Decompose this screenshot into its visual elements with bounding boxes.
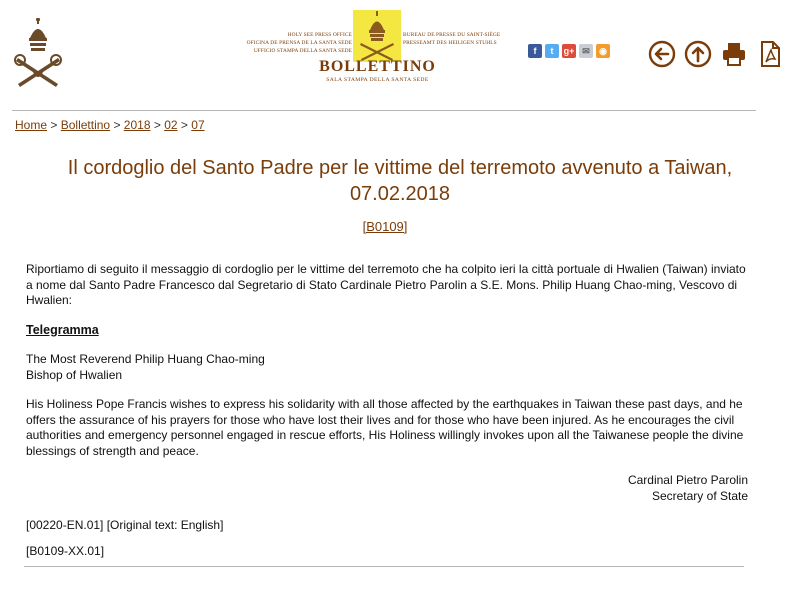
email-icon[interactable]: ✉ [579,44,593,58]
twitter-icon[interactable]: t [545,44,559,58]
press-office-names-right [403,31,523,47]
header-line: BUREAU DE PRESSE DU SAINT-SIÈGE [403,32,501,38]
telegram-heading: Telegramma [26,322,99,337]
holy-see-crest-icon [12,18,64,90]
social-share-bar [528,44,610,58]
footer-divider [24,566,744,567]
breadcrumb-year-link[interactable]: 2018 [123,118,151,132]
back-icon[interactable] [648,40,676,68]
bollettino-logo-icon[interactable] [353,10,401,62]
bulletin-code[interactable]: [B0109] [362,219,408,234]
breadcrumb [15,118,205,132]
header-line: OFICINA DE PRENSA DE LA SANTA SEDE [246,40,352,46]
signature-name: Cardinal Pietro Parolin [627,473,748,487]
up-icon[interactable] [684,40,712,68]
bulletin-code-link[interactable] [360,219,410,234]
press-office-names-left [238,31,352,55]
message-paragraph: His Holiness Pope Francis wishes to express his solidarity with all those affected by the earthquakes in Taiwan these past days, and he offers the assurance of his prayers for those who have lost their lives and for those who have been injured. As he encourages the civil authorities and emergency personnel engaged in rescue efforts, His Holiness willingly invokes upon all the Taiwanese people the divine blessings of strength and peace. [26,397,744,458]
breadcrumb-separator: > [113,118,121,132]
intro-paragraph: Riportiamo di seguito il messaggio di cordoglio per le vittime del terremoto che ha colpito ieri la città portuale di Hwalien (Taiwan) inviato a nome dal Santo Padre Francesco dal Segretario di Stato Cardinale Pietro Parolin a S.E. Mons. Philip Huang Chao-ming, Vescovo di Hwalien: [26,262,746,307]
page-title: Il cordoglio del Santo Padre per le vittime del terremoto avvenuto a Taiwan, 07.02.2018 [67,157,733,205]
bulletin-reference: [B0109-XX.01] [26,543,105,558]
article-body [26,262,748,559]
breadcrumb-separator: > [153,118,161,132]
pdf-icon[interactable] [756,40,784,68]
breadcrumb-separator: > [180,118,188,132]
site-subtitle: SALA STAMPA DELLA SANTA SEDE [326,77,429,83]
header-line: PRESSEAMT DES HEILIGEN STUHLS [403,40,497,46]
original-text-reference: [00220-EN.01] [Original text: English] [26,518,224,532]
breadcrumb-bollettino-link[interactable]: Bollettino [60,118,111,132]
print-icon[interactable] [720,40,748,68]
header-divider [12,110,756,111]
breadcrumb-month-link[interactable]: 02 [164,118,178,132]
facebook-icon[interactable]: f [528,44,542,58]
header-line: HOLY SEE PRESS OFFICE [287,32,352,38]
header-line: UFFICIO STAMPA DELLA SANTA SEDE [253,48,352,54]
recipient-name: The Most Reverend Philip Huang Chao-ming [26,352,265,366]
breadcrumb-separator: > [50,118,58,132]
breadcrumb-home-link[interactable]: Home [15,118,48,132]
site-title[interactable]: BOLLETTINO [319,58,436,75]
google-plus-icon[interactable]: g+ [563,46,575,56]
recipient-title: Bishop of Hwalien [26,367,123,382]
rss-icon[interactable]: ◉ [596,44,610,58]
signature-title: Secretary of State [651,488,748,503]
breadcrumb-day-link[interactable]: 07 [191,118,205,132]
page-tools [648,40,784,68]
